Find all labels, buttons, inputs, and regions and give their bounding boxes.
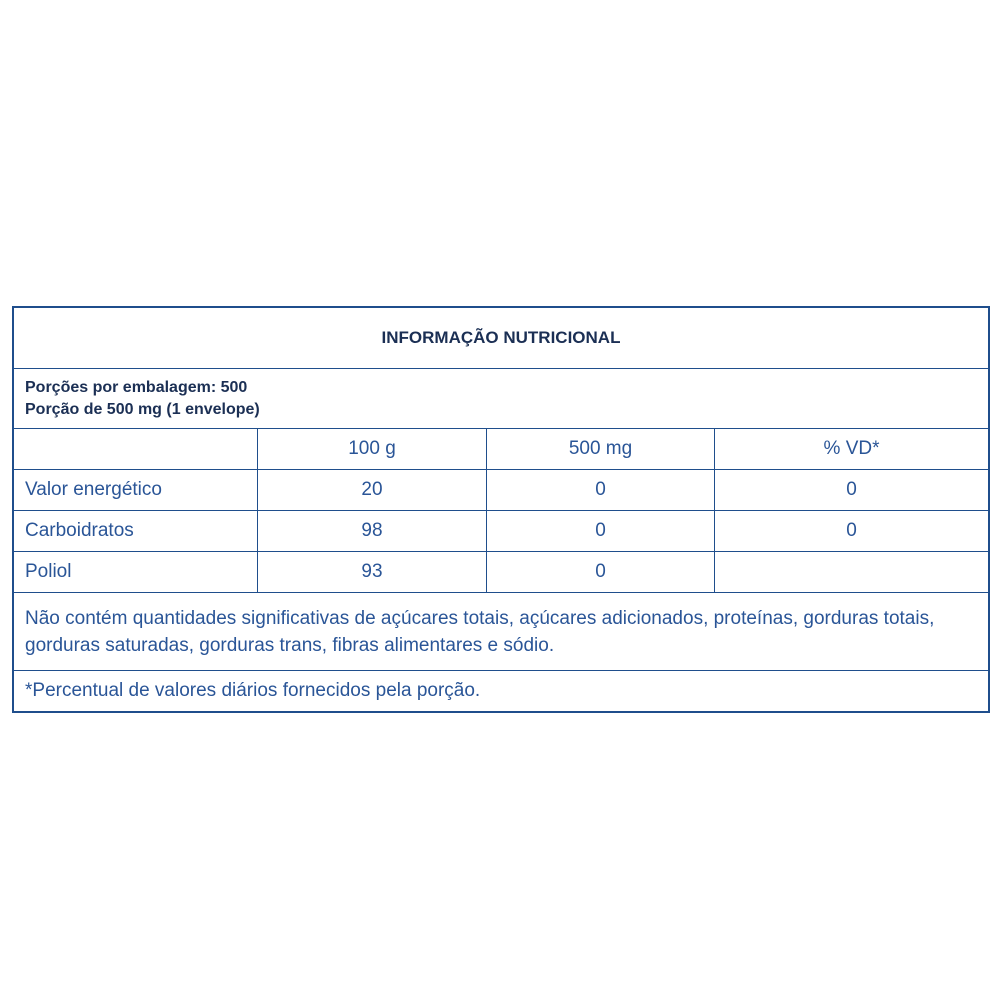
disclaimer-note: Não contém quantidades significativas de açúcares totais, açúcares adicionados, proteínas, gorduras totais, gorduras saturadas, gorduras trans, fibras alimentares e sódio.: [14, 593, 988, 671]
nutrient-per-500mg: 0: [487, 511, 715, 551]
footnote: *Percentual de valores diários fornecidos pela porção.: [25, 680, 481, 701]
nutrient-per-100g: 93: [258, 552, 487, 592]
table-header-row: [14, 429, 988, 470]
header-100g-cell: 100 g: [258, 429, 487, 469]
nutrient-vd: [715, 552, 988, 592]
table-title: INFORMAÇÃO NUTRICIONAL: [14, 308, 988, 369]
table-row: [14, 511, 988, 552]
nutrient-vd: 0: [846, 479, 857, 500]
nutrient-per-100g: 98: [258, 511, 487, 551]
nutrient-name: Poliol: [14, 552, 258, 592]
nutrient-per-500mg: 0: [487, 552, 715, 592]
header-500mg-cell: 500 mg: [487, 429, 715, 469]
header-name-cell: [14, 429, 258, 469]
servings-per-package: Porções por embalagem: 500: [25, 379, 248, 396]
nutrient-per-500mg: 0: [487, 470, 715, 510]
nutrient-per-100g: 20: [258, 470, 487, 510]
nutrition-facts-table: [12, 306, 990, 713]
nutrient-name: Carboidratos: [14, 511, 258, 551]
nutrient-vd: 0: [846, 520, 857, 541]
table-row: [14, 552, 988, 593]
header-vd-cell: % VD*: [823, 438, 880, 459]
table-row: [14, 470, 988, 511]
serving-info: [14, 369, 988, 429]
serving-size: Porção de 500 mg (1 envelope): [25, 401, 260, 418]
nutrient-name: Valor energético: [14, 470, 258, 510]
